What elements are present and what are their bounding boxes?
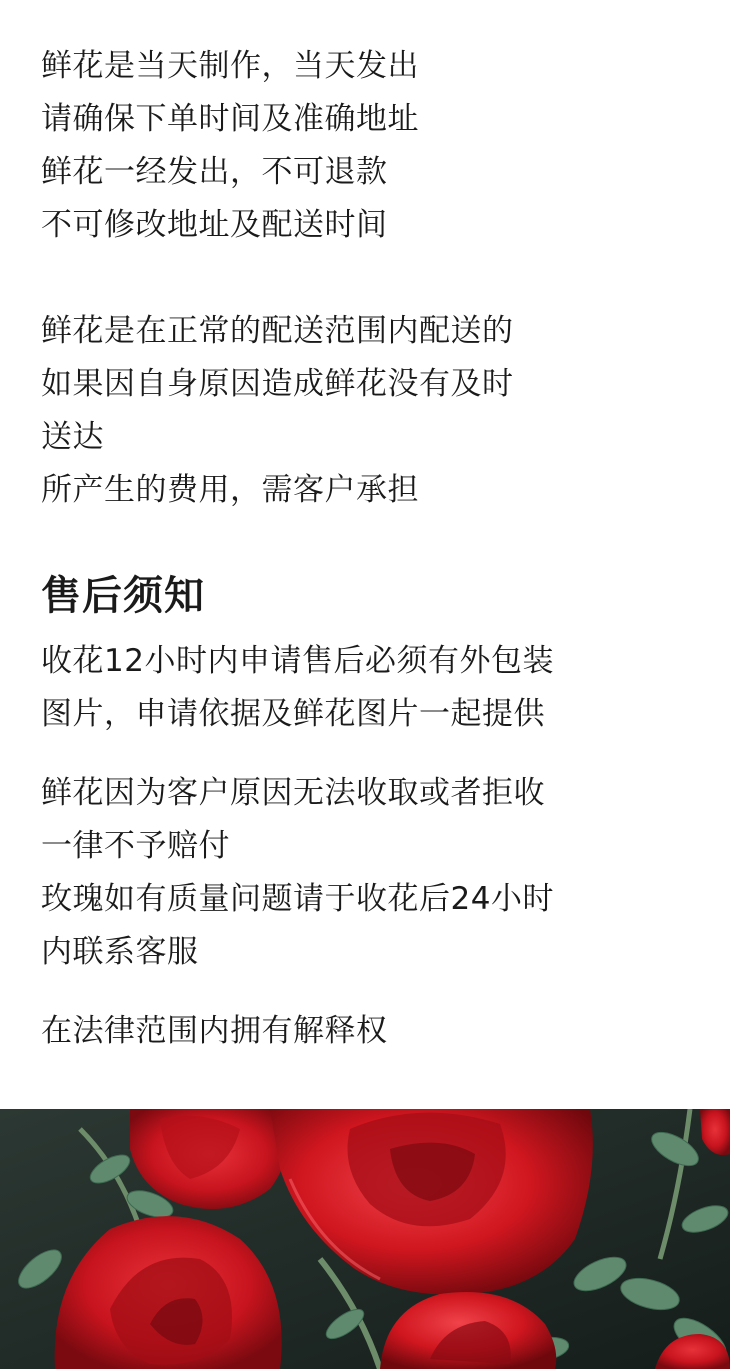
notice-line: 如果因自身原因造成鲜花没有及时: [41, 366, 514, 402]
after-sales-line: 一律不予赔付: [41, 828, 230, 864]
after-sales-paragraph-1: [41, 635, 701, 741]
after-sales-paragraph-2: [41, 767, 701, 979]
notice-line: 请确保下单时间及准确地址: [41, 101, 419, 137]
after-sales-line: 收花12小时内申请售后必须有外包装: [41, 643, 554, 679]
after-sales-line: 图片，申请依据及鲜花图片一起提供: [41, 696, 545, 732]
notice-line: 鲜花是在正常的配送范围内配送的: [41, 313, 514, 349]
delivery-notice-group-2: [41, 305, 701, 517]
notice-line: 鲜花一经发出，不可退款: [41, 154, 388, 190]
after-sales-line: 玫瑰如有质量问题请于收花后24小时: [41, 881, 554, 917]
rose-bouquet-photo: [0, 1109, 730, 1369]
after-sales-line: 在法律范围内拥有解释权: [41, 1013, 388, 1049]
after-sales-title: 售后须知: [41, 573, 205, 619]
notice-line: 送达: [41, 419, 104, 455]
notice-line: 不可修改地址及配送时间: [41, 207, 388, 243]
after-sales-line: 内联系客服: [41, 934, 199, 970]
delivery-notice-group-1: [41, 40, 701, 252]
notice-line: 所产生的费用，需客户承担: [41, 472, 419, 508]
rose-illustration: [0, 1109, 730, 1369]
after-sales-line: 鲜花因为客户原因无法收取或者拒收: [41, 775, 545, 811]
notice-content: [41, 40, 701, 1058]
after-sales-paragraph-3: [41, 1005, 701, 1058]
notice-line: 鲜花是当天制作，当天发出: [41, 48, 419, 84]
